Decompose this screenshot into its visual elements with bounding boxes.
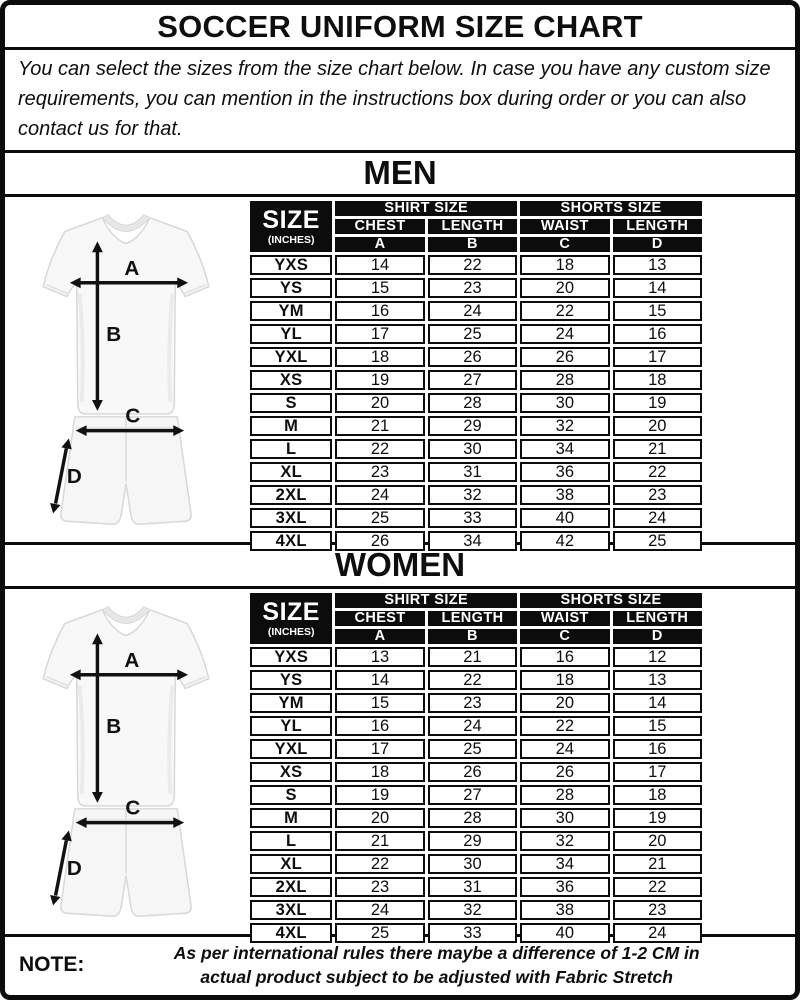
section-body-men (5, 197, 795, 550)
size-cell: L (250, 439, 332, 459)
waist-cell: 26 (520, 347, 609, 367)
shorts-length-cell: 23 (613, 485, 702, 505)
key-d-header: D (613, 629, 702, 644)
table-row (250, 900, 702, 920)
chest-cell: 24 (335, 900, 424, 920)
section-body-women (5, 589, 795, 942)
table-row (250, 462, 702, 482)
chest-column-header: CHEST (335, 611, 424, 626)
key-c-header: C (520, 629, 609, 644)
shirt-length-cell: 32 (428, 900, 517, 920)
shorts-length-cell: 16 (613, 324, 702, 344)
chest-cell: 19 (335, 785, 424, 805)
table-row (250, 716, 702, 736)
table-row (250, 693, 702, 713)
chest-cell: 16 (335, 301, 424, 321)
jersey-shape (43, 606, 209, 805)
shirt-size-group-header: SHIRT SIZE (335, 593, 517, 608)
table-row (250, 324, 702, 344)
table-row (250, 808, 702, 828)
chest-cell: 18 (335, 762, 424, 782)
shorts-length-cell: 17 (613, 347, 702, 367)
shirt-length-cell: 30 (428, 854, 517, 874)
size-cell: YS (250, 278, 332, 298)
chest-cell: 26 (335, 531, 424, 551)
key-a-header: A (335, 629, 424, 644)
waist-cell: 34 (520, 439, 609, 459)
size-cell: M (250, 808, 332, 828)
shirt-length-cell: 34 (428, 531, 517, 551)
size-table-wrap-men (247, 197, 705, 550)
chest-cell: 23 (335, 877, 424, 897)
key-a-header: A (335, 237, 424, 252)
table-row (250, 439, 702, 459)
size-cell: 4XL (250, 923, 332, 943)
chest-cell: 24 (335, 485, 424, 505)
size-cell: YM (250, 693, 332, 713)
size-cell: M (250, 416, 332, 436)
shirt-length-cell: 28 (428, 808, 517, 828)
shirt-length-cell: 25 (428, 739, 517, 759)
chest-column-header: CHEST (335, 219, 424, 234)
waist-cell: 22 (520, 301, 609, 321)
size-cell: 2XL (250, 485, 332, 505)
intro-paragraph: You can select the sizes from the size chart below. In case you have any custom size requirements, you can mention in the instructions box during order or you can also contact us for that. (5, 50, 795, 153)
table-row (250, 785, 702, 805)
table-row (250, 370, 702, 390)
shorts-length-cell: 21 (613, 439, 702, 459)
shorts-length-cell: 24 (613, 923, 702, 943)
chest-cell: 22 (335, 854, 424, 874)
table-row (250, 877, 702, 897)
shorts-length-cell: 19 (613, 808, 702, 828)
shirt-length-column-header: LENGTH (428, 611, 517, 626)
chest-cell: 23 (335, 462, 424, 482)
waist-label: C (125, 796, 141, 820)
size-cell: XL (250, 462, 332, 482)
shorts-length-column-header: LENGTH (613, 219, 702, 234)
shorts-length-label: D (66, 464, 82, 488)
table-row (250, 416, 702, 436)
shorts-length-cell: 12 (613, 647, 702, 667)
waist-cell: 34 (520, 854, 609, 874)
waist-cell: 18 (520, 670, 609, 690)
waist-cell: 38 (520, 900, 609, 920)
shorts-length-cell: 15 (613, 301, 702, 321)
waist-cell: 18 (520, 255, 609, 275)
chest-cell: 21 (335, 831, 424, 851)
note-line-1: As per international rules there maybe a difference of 1-2 CM in (173, 943, 700, 963)
size-cell: YL (250, 324, 332, 344)
waist-cell: 22 (520, 716, 609, 736)
key-d-header: D (613, 237, 702, 252)
chest-cell: 15 (335, 693, 424, 713)
shorts-size-group-header: SHORTS SIZE (520, 201, 702, 216)
chest-cell: 21 (335, 416, 424, 436)
shorts-length-cell: 19 (613, 393, 702, 413)
waist-column-header: WAIST (520, 611, 609, 626)
shirt-length-cell: 27 (428, 370, 517, 390)
waist-cell: 32 (520, 831, 609, 851)
waist-cell: 20 (520, 693, 609, 713)
shorts-length-cell: 18 (613, 370, 702, 390)
shorts-length-cell: 16 (613, 739, 702, 759)
chest-label: A (124, 648, 140, 672)
uniform-illustration-svg (6, 592, 246, 932)
shirt-length-cell: 33 (428, 923, 517, 943)
size-cell: XL (250, 854, 332, 874)
chest-cell: 15 (335, 278, 424, 298)
waist-label: C (125, 404, 141, 428)
uniform-illustration-women (5, 589, 247, 934)
waist-cell: 24 (520, 324, 609, 344)
size-table-wrap-women (247, 589, 705, 942)
shirt-length-cell: 24 (428, 301, 517, 321)
uniform-illustration-men (5, 197, 247, 542)
shorts-length-cell: 18 (613, 785, 702, 805)
table-row (250, 831, 702, 851)
shorts-length-cell: 25 (613, 531, 702, 551)
table-row (250, 762, 702, 782)
chest-label: A (124, 256, 140, 280)
jersey-shape (43, 214, 209, 413)
size-table-women (247, 590, 705, 946)
size-cell: L (250, 831, 332, 851)
shorts-length-cell: 21 (613, 854, 702, 874)
shirt-length-cell: 23 (428, 278, 517, 298)
shirt-length-cell: 24 (428, 716, 517, 736)
size-cell: 3XL (250, 508, 332, 528)
waist-cell: 30 (520, 808, 609, 828)
shorts-length-label: D (66, 856, 82, 880)
chest-cell: 19 (335, 370, 424, 390)
shorts-length-cell: 13 (613, 255, 702, 275)
table-row (250, 393, 702, 413)
size-header-label: SIZE (262, 205, 320, 234)
shirt-length-column-header: LENGTH (428, 219, 517, 234)
waist-cell: 38 (520, 485, 609, 505)
waist-cell: 24 (520, 739, 609, 759)
shirt-length-cell: 25 (428, 324, 517, 344)
shorts-length-cell: 14 (613, 278, 702, 298)
size-cell: YXS (250, 647, 332, 667)
waist-cell: 30 (520, 393, 609, 413)
chest-cell: 13 (335, 647, 424, 667)
shorts-length-cell: 13 (613, 670, 702, 690)
chest-cell: 17 (335, 739, 424, 759)
note-line-2: actual product subject to be adjusted with Fabric Stretch (200, 967, 673, 987)
uniform-illustration-svg (6, 200, 246, 540)
table-row (250, 255, 702, 275)
shirt-length-cell: 22 (428, 670, 517, 690)
waist-column-header: WAIST (520, 219, 609, 234)
chest-cell: 20 (335, 808, 424, 828)
shirt-length-cell: 29 (428, 831, 517, 851)
shirt-length-cell: 29 (428, 416, 517, 436)
table-row (250, 647, 702, 667)
waist-cell: 16 (520, 647, 609, 667)
size-header-label: SIZE (262, 597, 320, 626)
shorts-length-cell: 22 (613, 877, 702, 897)
chest-cell: 16 (335, 716, 424, 736)
size-cell: 2XL (250, 877, 332, 897)
waist-cell: 28 (520, 370, 609, 390)
table-row (250, 670, 702, 690)
shirt-length-cell: 22 (428, 255, 517, 275)
waist-cell: 40 (520, 508, 609, 528)
chest-cell: 22 (335, 439, 424, 459)
size-cell: XS (250, 370, 332, 390)
shirt-length-cell: 23 (428, 693, 517, 713)
chest-cell: 17 (335, 324, 424, 344)
waist-cell: 20 (520, 278, 609, 298)
shirt-length-label: B (106, 714, 122, 738)
section-title-men: MEN (5, 153, 795, 197)
shirt-length-cell: 32 (428, 485, 517, 505)
waist-cell: 40 (520, 923, 609, 943)
shorts-length-cell: 15 (613, 716, 702, 736)
shirt-length-cell: 26 (428, 347, 517, 367)
key-b-header: B (428, 629, 517, 644)
chest-cell: 25 (335, 923, 424, 943)
table-row (250, 278, 702, 298)
shorts-length-cell: 22 (613, 462, 702, 482)
size-cell: S (250, 785, 332, 805)
key-c-header: C (520, 237, 609, 252)
shirt-length-cell: 21 (428, 647, 517, 667)
waist-cell: 36 (520, 462, 609, 482)
key-b-header: B (428, 237, 517, 252)
shirt-length-cell: 31 (428, 462, 517, 482)
shorts-size-group-header: SHORTS SIZE (520, 593, 702, 608)
waist-cell: 36 (520, 877, 609, 897)
shorts-length-cell: 23 (613, 900, 702, 920)
size-cell: S (250, 393, 332, 413)
size-unit-label: (INCHES) (267, 233, 315, 246)
table-row (250, 347, 702, 367)
shirt-length-cell: 30 (428, 439, 517, 459)
chest-cell: 18 (335, 347, 424, 367)
note-text (90, 941, 783, 989)
page-title: SOCCER UNIFORM SIZE CHART (157, 9, 643, 44)
shirt-length-cell: 28 (428, 393, 517, 413)
shorts-length-cell: 17 (613, 762, 702, 782)
page-header (5, 5, 795, 50)
waist-cell: 32 (520, 416, 609, 436)
table-row (250, 854, 702, 874)
size-cell: YXS (250, 255, 332, 275)
shorts-length-cell: 20 (613, 416, 702, 436)
shirt-length-cell: 33 (428, 508, 517, 528)
waist-cell: 26 (520, 762, 609, 782)
shorts-length-cell: 20 (613, 831, 702, 851)
table-row (250, 301, 702, 321)
size-cell: YS (250, 670, 332, 690)
waist-cell: 42 (520, 531, 609, 551)
shorts-length-cell: 14 (613, 693, 702, 713)
size-header-cell (250, 201, 332, 252)
table-row (250, 508, 702, 528)
section-title-women: WOMEN (5, 545, 795, 589)
size-cell: 4XL (250, 531, 332, 551)
table-row (250, 739, 702, 759)
waist-cell: 28 (520, 785, 609, 805)
shirt-length-cell: 31 (428, 877, 517, 897)
shirt-length-cell: 26 (428, 762, 517, 782)
shirt-length-cell: 27 (428, 785, 517, 805)
size-header-cell (250, 593, 332, 644)
size-cell: XS (250, 762, 332, 782)
size-unit-label: (INCHES) (267, 625, 315, 638)
shirt-length-label: B (106, 322, 122, 346)
shirt-size-group-header: SHIRT SIZE (335, 201, 517, 216)
size-cell: 3XL (250, 900, 332, 920)
shorts-length-cell: 24 (613, 508, 702, 528)
note-label: NOTE: (19, 953, 85, 976)
chest-cell: 20 (335, 393, 424, 413)
size-cell: YXL (250, 739, 332, 759)
chest-cell: 14 (335, 670, 424, 690)
size-cell: YXL (250, 347, 332, 367)
size-table-men (247, 198, 705, 554)
chest-cell: 25 (335, 508, 424, 528)
size-cell: YM (250, 301, 332, 321)
size-cell: YL (250, 716, 332, 736)
note-footer (5, 937, 795, 995)
shorts-length-column-header: LENGTH (613, 611, 702, 626)
chest-cell: 14 (335, 255, 424, 275)
table-row (250, 485, 702, 505)
